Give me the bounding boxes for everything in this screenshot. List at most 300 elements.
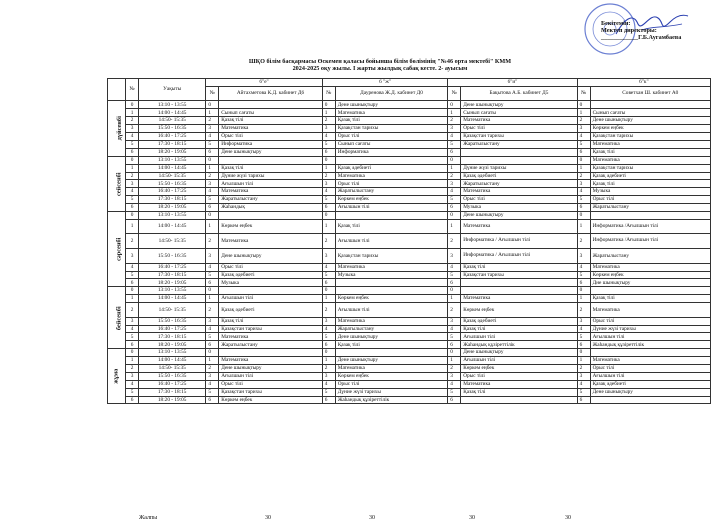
- subject-cell: Дене шынықтыру: [219, 249, 323, 264]
- subject-cell: [461, 396, 577, 404]
- subject-cell: [219, 211, 323, 219]
- subject-cell: Қазақ тілі: [219, 164, 323, 172]
- subject-cell: Орыс тілі: [590, 196, 710, 204]
- subject-cell: Ағылшын тілі: [219, 372, 323, 380]
- slot-number: 0: [448, 156, 461, 164]
- subject-cell: Ағылшын тілі: [461, 357, 577, 365]
- class-header: 6"к": [577, 79, 710, 87]
- subject-cell: Математика: [590, 156, 710, 164]
- slot-number: 1: [448, 219, 461, 234]
- subject-cell: Көркем еңбек: [335, 196, 448, 204]
- subject-cell: Қазақ тілі: [461, 263, 577, 271]
- subject-cell: [590, 211, 710, 219]
- day-name: жұма: [112, 368, 120, 384]
- lesson-row: [108, 349, 711, 357]
- lesson-number: 4: [126, 380, 139, 388]
- subject-cell: Қазақ тілі: [461, 388, 577, 396]
- subject-cell: Математика: [219, 125, 323, 133]
- subject-cell: Сынып сағаты: [590, 109, 710, 117]
- lesson-time: 13:10 - 13:55: [139, 211, 206, 219]
- lesson-row: [108, 396, 711, 404]
- slot-number: 1: [448, 109, 461, 117]
- slot-number: 2: [322, 234, 335, 249]
- slot-number: 5: [206, 333, 219, 341]
- lesson-number: 4: [126, 188, 139, 196]
- slot-number: 6: [206, 341, 219, 349]
- lesson-number: 1: [126, 109, 139, 117]
- slot-number: 5: [322, 196, 335, 204]
- lesson-time: 16:40 - 17:25: [139, 325, 206, 333]
- slot-number: 2: [577, 117, 590, 125]
- subject-cell: Дене шынықтыру: [461, 101, 577, 109]
- lesson-number: 0: [126, 101, 139, 109]
- lesson-time: 18:20 - 19:05: [139, 204, 206, 212]
- slot-number: 2: [206, 172, 219, 180]
- subject-cell: Дне шынықтыру: [590, 279, 710, 287]
- lesson-number: 5: [126, 140, 139, 148]
- subject-cell: Қазақстан тарихы: [335, 125, 448, 133]
- slot-number: 6: [448, 148, 461, 156]
- lesson-time: 14:50- 15:35: [139, 234, 206, 249]
- day-label: [108, 156, 126, 211]
- subject-cell: [461, 279, 577, 287]
- lesson-time: 13:10 - 13:55: [139, 349, 206, 357]
- slot-number: 0: [577, 156, 590, 164]
- subject-cell: Математика: [461, 380, 577, 388]
- subject-cell: Орыс тілі: [219, 380, 323, 388]
- slot-number: 0: [322, 349, 335, 357]
- lesson-time: 14:00 - 14:45: [139, 219, 206, 234]
- subject-cell: Көркем еңбек: [335, 372, 448, 380]
- lesson-number: 1: [126, 219, 139, 234]
- slot-number: 1: [322, 164, 335, 172]
- subject-cell: Информатика: [219, 140, 323, 148]
- subject-cell: [590, 101, 710, 109]
- subject-cell: Дүние жүзі тарихы: [335, 388, 448, 396]
- time-header: Уақыты: [139, 79, 206, 101]
- lesson-number: 6: [126, 396, 139, 404]
- lesson-row: [108, 140, 711, 148]
- lesson-row: [108, 303, 711, 318]
- lesson-time: 16:40 - 17:25: [139, 380, 206, 388]
- slot-number: 0: [448, 211, 461, 219]
- slot-number: 3: [206, 372, 219, 380]
- lesson-row: [108, 380, 711, 388]
- lesson-time: 18:20 - 19:05: [139, 396, 206, 404]
- slot-number: 6: [206, 396, 219, 404]
- subject-cell: Қазақ тілі: [335, 219, 448, 234]
- subject-cell: [335, 156, 448, 164]
- lesson-number: 6: [126, 148, 139, 156]
- lesson-number: 5: [126, 388, 139, 396]
- slot-number: 5: [577, 196, 590, 204]
- subject-cell: Математика: [219, 333, 323, 341]
- slot-number: 6: [322, 279, 335, 287]
- slot-number: 5: [322, 271, 335, 279]
- subject-cell: [219, 101, 323, 109]
- subject-cell: Жаратылыстану: [335, 188, 448, 196]
- lesson-number: 3: [126, 317, 139, 325]
- slot-number: 0: [206, 287, 219, 295]
- lesson-row: [108, 372, 711, 380]
- subject-cell: Жаһандық: [219, 204, 323, 212]
- slot-number: 3: [448, 125, 461, 133]
- subject-cell: [219, 156, 323, 164]
- lesson-time: 13:10 - 13:55: [139, 287, 206, 295]
- subject-cell: Қазақ тілі: [461, 325, 577, 333]
- slot-number: 4: [448, 188, 461, 196]
- lesson-number: 5: [126, 196, 139, 204]
- subject-cell: Дүние жүзі тарихы: [590, 325, 710, 333]
- total-hours: 30: [469, 515, 475, 521]
- slot-number: 6: [206, 279, 219, 287]
- slot-number: 1: [577, 219, 590, 234]
- slot-number: 1: [322, 109, 335, 117]
- subject-cell: Математика: [461, 117, 577, 125]
- slot-number: 3: [577, 180, 590, 188]
- slot-number: 3: [577, 317, 590, 325]
- slot-number: 1: [206, 109, 219, 117]
- total-hours: 30: [265, 515, 271, 521]
- slot-number: 4: [322, 188, 335, 196]
- timetable: [107, 78, 711, 404]
- lesson-number: 3: [126, 125, 139, 133]
- slot-number: 5: [448, 388, 461, 396]
- slot-number: 2: [577, 234, 590, 249]
- slot-number: 2: [577, 172, 590, 180]
- subject-cell: Математика: [461, 295, 577, 303]
- slot-number: 1: [322, 295, 335, 303]
- subject-cell: Математика: [335, 263, 448, 271]
- subject-cell: Қазақстан тарихы: [219, 325, 323, 333]
- subject-cell: Математика: [590, 263, 710, 271]
- lesson-time: 16:40 - 17:25: [139, 263, 206, 271]
- slot-number: 4: [448, 380, 461, 388]
- slot-number: 2: [448, 365, 461, 373]
- lesson-time: 17:30 - 18:15: [139, 196, 206, 204]
- slot-number: 6: [322, 341, 335, 349]
- class-header: 6"е": [206, 79, 322, 87]
- class-header: 6"и": [448, 79, 577, 87]
- slot-number: 0: [322, 211, 335, 219]
- lesson-number: 0: [126, 156, 139, 164]
- slot-number: 0: [206, 349, 219, 357]
- subject-cell: Информатика / Ағылшын тілі: [461, 249, 577, 264]
- lesson-number: 6: [126, 279, 139, 287]
- slot-number: 4: [577, 188, 590, 196]
- subject-cell: Информатика /Ағылшын тілі: [590, 219, 710, 234]
- lesson-time: 14:00 - 14:45: [139, 164, 206, 172]
- lesson-row: [108, 219, 711, 234]
- slot-number: 1: [322, 357, 335, 365]
- subject-cell: Математика: [219, 234, 323, 249]
- lesson-row: [108, 196, 711, 204]
- subject-cell: Математика: [461, 188, 577, 196]
- subject-cell: Дүние жүзі тарихы: [461, 164, 577, 172]
- lesson-number-header: №: [126, 79, 139, 101]
- slot-number: 4: [577, 325, 590, 333]
- slot-number: 6: [206, 148, 219, 156]
- slot-number: 3: [322, 372, 335, 380]
- lesson-time: 14:00 - 14:45: [139, 357, 206, 365]
- subject-cell: Жаратылыстану: [335, 325, 448, 333]
- slot-number: 6: [448, 204, 461, 212]
- slot-number: 3: [322, 249, 335, 264]
- lesson-number: 6: [126, 341, 139, 349]
- lesson-number: 3: [126, 372, 139, 380]
- subject-cell: Қазақстан тарихы: [335, 249, 448, 264]
- subject-cell: Математика: [461, 219, 577, 234]
- slot-number: 6: [577, 204, 590, 212]
- slot-number: 2: [448, 117, 461, 125]
- subject-cell: Қазақ әдебиеті: [219, 271, 323, 279]
- approval-block: [601, 20, 719, 42]
- lesson-time: 17:30 - 18:15: [139, 388, 206, 396]
- subject-cell: Орыс тілі: [590, 317, 710, 325]
- subject-cell: Математика: [219, 357, 323, 365]
- slot-number: 3: [448, 249, 461, 264]
- lesson-time: 14:50- 15:35: [139, 365, 206, 373]
- slot-number: 2: [206, 234, 219, 249]
- lesson-row: [108, 211, 711, 219]
- slot-number: 1: [577, 357, 590, 365]
- subject-cell: Математика: [590, 303, 710, 318]
- subject-cell: Орыс тілі: [335, 380, 448, 388]
- subject-cell: Жаратылыстану: [590, 249, 710, 264]
- slot-number: 5: [577, 388, 590, 396]
- slot-number: 2: [322, 172, 335, 180]
- subject-cell: Қазақстан тарихы: [219, 388, 323, 396]
- lesson-row: [108, 279, 711, 287]
- subject-cell: Қазақ тілі: [335, 341, 448, 349]
- subject-cell: Орыс тілі: [219, 263, 323, 271]
- slot-number: 4: [206, 325, 219, 333]
- slot-number: 4: [322, 133, 335, 141]
- subject-cell: Информатика: [335, 148, 448, 156]
- slot-number: 2: [206, 365, 219, 373]
- slot-number: 2: [448, 234, 461, 249]
- approval-position: Мектеп директоры:: [601, 27, 657, 35]
- lesson-number: 2: [126, 117, 139, 125]
- slot-number: 5: [448, 271, 461, 279]
- slot-number: 0: [577, 287, 590, 295]
- slot-number: 4: [206, 263, 219, 271]
- slot-number: 4: [448, 325, 461, 333]
- lesson-row: [108, 333, 711, 341]
- subject-cell: [335, 349, 448, 357]
- slot-number-header: №: [448, 86, 461, 101]
- lesson-number: 2: [126, 172, 139, 180]
- subject-cell: Ағылшын тілі: [461, 333, 577, 341]
- subject-cell: Көркем еңбек: [590, 125, 710, 133]
- slot-number: 1: [448, 357, 461, 365]
- slot-number: 1: [577, 295, 590, 303]
- subject-cell: Қазақстан тарихы: [461, 271, 577, 279]
- subject-cell: [461, 287, 577, 295]
- subject-cell: Ағылшын тілі: [335, 234, 448, 249]
- subject-cell: Орыс тілі: [335, 180, 448, 188]
- subject-cell: Музыка: [590, 188, 710, 196]
- lesson-row: [108, 148, 711, 156]
- slot-number: 4: [322, 263, 335, 271]
- lesson-number: 4: [126, 263, 139, 271]
- subject-cell: [590, 287, 710, 295]
- slot-number-header: №: [322, 86, 335, 101]
- subject-cell: [590, 349, 710, 357]
- lesson-row: [108, 325, 711, 333]
- lesson-number: 2: [126, 365, 139, 373]
- slot-number: 3: [577, 125, 590, 133]
- slot-number: 2: [206, 303, 219, 318]
- subject-cell: Музыка: [219, 279, 323, 287]
- slot-number: 0: [577, 349, 590, 357]
- schedule-subtitle: 2024-2025 оқу жылы. І жарты жылдық сабақ кесте. 2- ауысым: [292, 65, 468, 73]
- subject-cell: Математика: [335, 317, 448, 325]
- slot-number-header: №: [577, 86, 590, 101]
- slot-number: 5: [577, 333, 590, 341]
- lesson-row: [108, 133, 711, 141]
- subject-cell: Қазақстан тарихы: [461, 133, 577, 141]
- subject-cell: [461, 156, 577, 164]
- slot-number: 4: [448, 133, 461, 141]
- subject-cell: [335, 287, 448, 295]
- class-header: 6 "ж": [322, 79, 448, 87]
- slot-number: 2: [322, 117, 335, 125]
- slot-number: 0: [577, 101, 590, 109]
- lesson-row: [108, 125, 711, 133]
- subject-cell: Дүние жүзі тарихы: [219, 172, 323, 180]
- lesson-time: 13:10 - 13:55: [139, 101, 206, 109]
- lesson-row: [108, 109, 711, 117]
- lesson-number: 2: [126, 234, 139, 249]
- lesson-row: [108, 101, 711, 109]
- lesson-time: 18:20 - 19:05: [139, 279, 206, 287]
- subject-cell: Сынып сағаты: [335, 140, 448, 148]
- subject-cell: Қазақ тілі: [335, 117, 448, 125]
- lesson-number: 4: [126, 325, 139, 333]
- lesson-row: [108, 234, 711, 249]
- slot-number: 4: [577, 380, 590, 388]
- subject-cell: Музыка: [335, 271, 448, 279]
- slot-number: 1: [577, 164, 590, 172]
- slot-number: 0: [448, 287, 461, 295]
- subject-cell: Қазақ тілі: [219, 317, 323, 325]
- slot-number: 3: [206, 317, 219, 325]
- lesson-time: 15:50 - 16:35: [139, 317, 206, 325]
- slot-number: 1: [577, 109, 590, 117]
- lesson-number: 2: [126, 303, 139, 318]
- slot-number: 4: [206, 133, 219, 141]
- subject-cell: Дене шынықтыру: [219, 365, 323, 373]
- lesson-time: 14:00 - 14:45: [139, 295, 206, 303]
- teacher-header: Айтахметова К.Д. кабинет Д6: [219, 86, 323, 101]
- subject-cell: Ағылшын тілі: [590, 333, 710, 341]
- subject-cell: Ағылшын тілі: [335, 303, 448, 318]
- subject-cell: Сынып сағаты: [461, 109, 577, 117]
- slot-number: 6: [448, 341, 461, 349]
- subject-cell: Математика: [335, 365, 448, 373]
- subject-cell: Қазақ әдебиеті: [335, 164, 448, 172]
- day-label: [108, 211, 126, 286]
- lesson-row: [108, 388, 711, 396]
- slot-number: 6: [577, 341, 590, 349]
- slot-number: 3: [448, 180, 461, 188]
- slot-number: 0: [322, 101, 335, 109]
- slot-number: 0: [206, 156, 219, 164]
- slot-number: 2: [322, 365, 335, 373]
- lesson-time: 18:20 - 19:05: [139, 148, 206, 156]
- slot-number: 6: [322, 204, 335, 212]
- lesson-row: [108, 164, 711, 172]
- lesson-time: 17:30 - 18:15: [139, 140, 206, 148]
- lesson-row: [108, 117, 711, 125]
- slot-number: 4: [577, 133, 590, 141]
- lesson-row: [108, 357, 711, 365]
- lesson-time: 18:20 - 19:05: [139, 341, 206, 349]
- teacher-header: Бақытова А.Б. кабинет Д5: [461, 86, 577, 101]
- slot-number: 2: [448, 303, 461, 318]
- subject-cell: Қазақ әдебиеті: [461, 172, 577, 180]
- slot-number: 3: [577, 249, 590, 264]
- slot-number: 3: [577, 372, 590, 380]
- approval-signatory: ____________Г.Б.Аугамбаева: [601, 34, 682, 42]
- slot-number: 3: [322, 125, 335, 133]
- day-name: сейсенбі: [115, 172, 123, 196]
- slot-number: 6: [448, 279, 461, 287]
- lesson-row: [108, 263, 711, 271]
- day-name: бейсенбі: [115, 305, 123, 330]
- subject-cell: Қазақ әдебиеті: [461, 317, 577, 325]
- slot-number: 5: [322, 140, 335, 148]
- slot-number: 0: [206, 101, 219, 109]
- lesson-number: 3: [126, 249, 139, 264]
- lesson-row: [108, 204, 711, 212]
- subject-cell: Қазақстан тарихы: [590, 133, 710, 141]
- subject-cell: Математика: [335, 109, 448, 117]
- subject-cell: Қазақ тілі: [590, 180, 710, 188]
- subject-cell: Көркем еңбек: [590, 271, 710, 279]
- lesson-number: 1: [126, 164, 139, 172]
- subject-cell: Көркем еңбек: [461, 303, 577, 318]
- subject-cell: Ағылшын тілі: [590, 372, 710, 380]
- day-name: дүйсенбі: [115, 116, 123, 141]
- slot-number: 3: [206, 249, 219, 264]
- document-header: [150, 58, 610, 73]
- lesson-time: 14:50- 15:35: [139, 303, 206, 318]
- subject-cell: Орыс тілі: [590, 365, 710, 373]
- slot-number: 6: [577, 148, 590, 156]
- slot-number: 5: [206, 196, 219, 204]
- subject-cell: Информатика / Ағылшын тілі: [461, 234, 577, 249]
- subject-cell: Музыка: [461, 204, 577, 212]
- lesson-number: 4: [126, 133, 139, 141]
- school-title: ШҚО білім басқармасы Өскемен қаласы бойынша білім бөлімінің "№46 орта мектебі" КММ: [248, 58, 512, 65]
- slot-number: 4: [577, 263, 590, 271]
- slot-number: 3: [206, 125, 219, 133]
- total-hours: 30: [369, 515, 375, 521]
- lesson-row: [108, 271, 711, 279]
- teacher-header: Дауренова Ж.Д. кабинет Д0: [335, 86, 448, 101]
- subject-cell: Орыс тілі: [461, 125, 577, 133]
- slot-number: 0: [322, 156, 335, 164]
- subject-cell: Қазақ тілі: [590, 148, 710, 156]
- subject-cell: Көркем еңбек: [219, 219, 323, 234]
- subject-cell: Дене шынықтыру: [461, 349, 577, 357]
- slot-number: 1: [206, 219, 219, 234]
- lesson-number: 0: [126, 349, 139, 357]
- slot-number: 0: [577, 211, 590, 219]
- slot-number: 4: [206, 380, 219, 388]
